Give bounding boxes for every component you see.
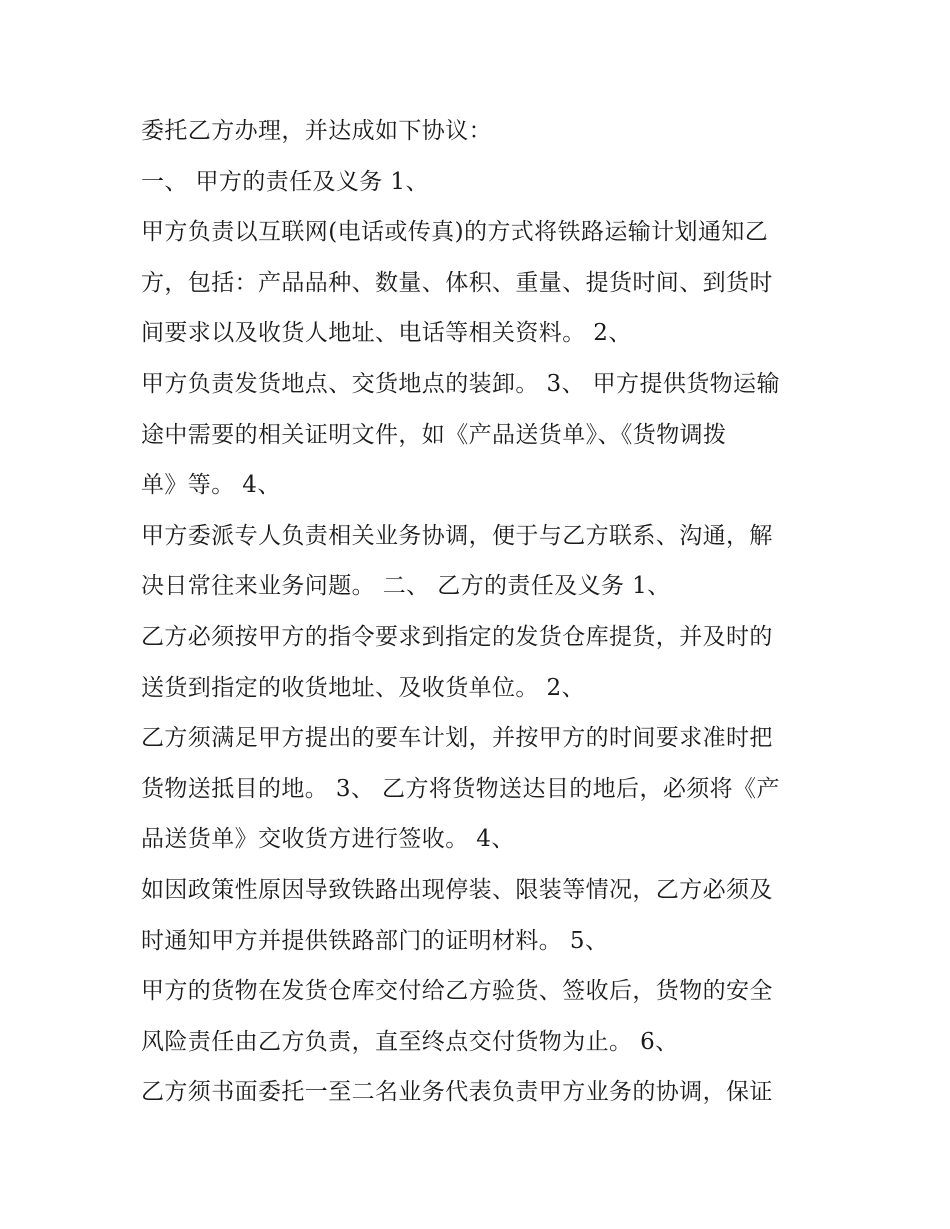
text-line: 间要求以及收货人地址、电话等相关资料。 2、 [141, 320, 632, 347]
text-line: 决日常往来业务问题。 二、 乙方的责任及义务 1、 [141, 573, 671, 600]
text-line: 甲方负责以互联网(电话或传真)的方式将铁路运输计划通知乙 [141, 219, 769, 246]
text-line: 方，包括：产品品种、数量、体积、重量、提货时间、到货时 [141, 269, 773, 296]
text-line: 乙方须满足甲方提出的要车计划，并按甲方的时间要求准时把 [141, 725, 773, 752]
text-line: 送货到指定的收货地址、及收货单位。 2、 [141, 674, 585, 701]
text-line: 单》等。 4、 [141, 472, 281, 499]
text-line: 货物送抵目的地。 3、 乙方将货物送达目的地后，必须将《产 [141, 775, 780, 802]
text-line: 甲方委派专人负责相关业务协调，便于与乙方联系、沟通，解 [141, 522, 773, 549]
text-line: 甲方的货物在发货仓库交付给乙方验货、签收后，货物的安全 [141, 978, 773, 1005]
text-line: 品送货单》交收货方进行签收。 4、 [141, 826, 515, 853]
text-line: 委托乙方办理，并达成如下协议： [141, 118, 492, 144]
text-line: 乙方必须按甲方的指令要求到指定的发货仓库提货，并及时的 [141, 623, 773, 650]
section-heading: 一、 甲方的责任及义务 1、 [141, 168, 429, 195]
text-line: 途中需要的相关证明文件，如《产品送货单》、《货物调拨 [141, 421, 727, 448]
contract-text [141, 106, 831, 1118]
text-line: 如因政策性原因导致铁路出现停装、限装等情况，乙方必须及 [141, 876, 773, 903]
text-line: 乙方须书面委托一至二名业务代表负责甲方业务的协调，保证 [141, 1079, 773, 1106]
text-line: 风险责任由乙方负责，直至终点交付货物为止。 6、 [141, 1028, 679, 1055]
text-line: 时通知甲方并提供铁路部门的证明材料。 5、 [141, 927, 609, 954]
text-line: 甲方负责发货地点、交货地点的装卸。 3、 甲方提供货物运输 [141, 370, 780, 397]
